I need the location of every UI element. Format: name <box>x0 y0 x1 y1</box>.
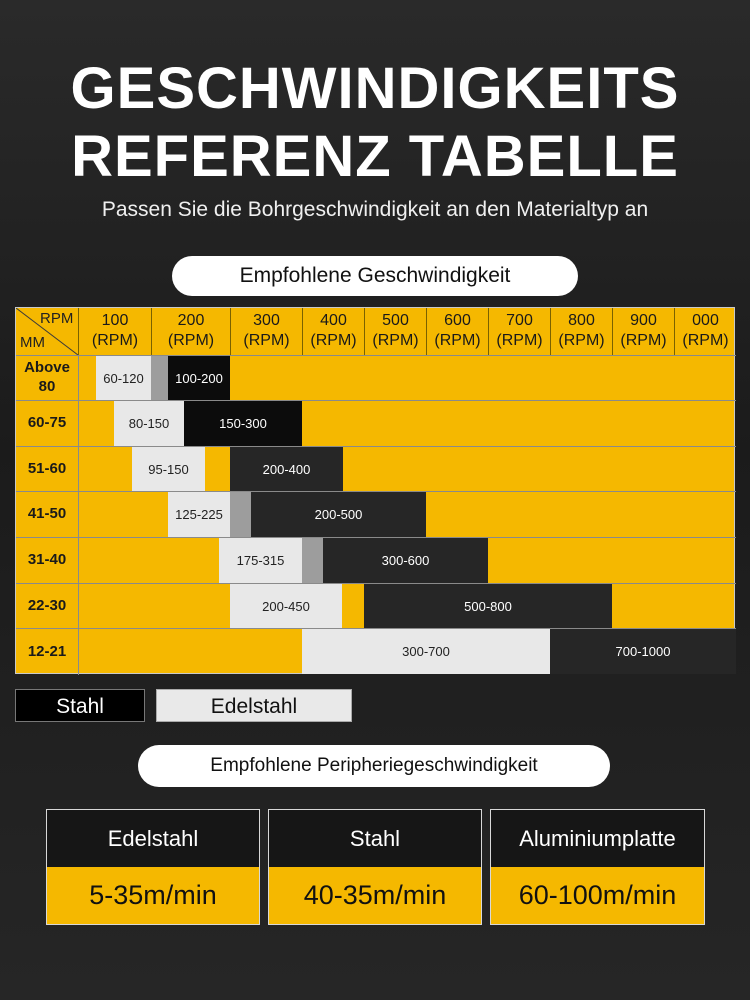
column-header: 800 (RPM) <box>558 312 605 349</box>
label-column-divider <box>78 355 79 675</box>
page-title <box>0 55 750 191</box>
edelstahl-range-bar: 125-225 <box>168 492 230 537</box>
stahl-range-bar: 150-300 <box>184 401 302 446</box>
column-header: 200 (RPM) <box>167 312 215 349</box>
column-header: 500 (RPM) <box>372 312 419 349</box>
card-speed: 5-35m/min <box>47 867 259 924</box>
stahl-range-bar: 200-500 <box>251 492 426 537</box>
stahl-range-bar: 100-200 <box>168 356 230 400</box>
row-label: 22-30 <box>27 597 67 614</box>
edelstahl-range-bar: 60-120 <box>96 356 151 400</box>
column-header: 600 (RPM) <box>434 312 481 349</box>
row-label: 31-40 <box>27 551 67 568</box>
edelstahl-range-bar: 95-150 <box>132 447 205 491</box>
speed-card-edelstahl <box>46 809 260 925</box>
column-header: 400 (RPM) <box>310 312 357 349</box>
legend-edelstahl: Edelstahl <box>156 689 352 722</box>
column-header: 700 (RPM) <box>496 312 543 349</box>
card-material: Aluminiumplatte <box>491 810 704 867</box>
row-label: 41-50 <box>27 505 67 522</box>
row-label: 12-21 <box>27 643 67 660</box>
row-label: 51-60 <box>27 460 67 477</box>
stahl-range-bar: 500-800 <box>364 584 612 628</box>
card-speed: 60-100m/min <box>491 867 704 924</box>
card-speed: 40-35m/min <box>269 867 481 924</box>
legend-stahl: Stahl <box>15 689 145 722</box>
column-header: 300 (RPM) <box>243 312 290 349</box>
edelstahl-range-bar: 300-700 <box>302 629 550 674</box>
peripheral-section-label: Empfohlene Peripheriegeschwindigkeit <box>138 745 610 787</box>
column-header: 100 (RPM) <box>91 312 139 349</box>
row-divider <box>16 446 736 447</box>
speed-card-aluminium <box>490 809 705 925</box>
speed-table <box>15 307 735 674</box>
corner-mm-label: MM <box>20 334 45 351</box>
overlap-bar <box>151 356 168 400</box>
overlap-bar <box>302 538 323 583</box>
edelstahl-range-bar: 175-315 <box>219 538 302 583</box>
column-header: 900 (RPM) <box>620 312 667 349</box>
column-header: 000 (RPM) <box>682 312 729 349</box>
corner-rpm-label: RPM <box>40 310 74 327</box>
speed-card-stahl <box>268 809 482 925</box>
stahl-range-bar: 300-600 <box>323 538 488 583</box>
edelstahl-range-bar: 80-150 <box>114 401 184 446</box>
row-label: Above 80 <box>24 359 70 395</box>
stahl-range-bar: 200-400 <box>230 447 343 491</box>
page-subtitle: Passen Sie die Bohrgeschwindigkeit an den Materialtyp an <box>101 198 649 221</box>
title-line-1: GESCHWINDIGKEITS <box>70 56 680 121</box>
edelstahl-range-bar: 200-450 <box>230 584 342 628</box>
card-material: Stahl <box>269 810 481 867</box>
stahl-range-bar: 700-1000 <box>550 629 736 674</box>
speed-section-label: Empfohlene Geschwindigkeit <box>172 256 578 296</box>
card-material: Edelstahl <box>47 810 259 867</box>
row-label: 60-75 <box>27 414 67 431</box>
overlap-bar <box>230 492 251 537</box>
title-line-2: REFERENZ TABELLE <box>71 124 679 189</box>
